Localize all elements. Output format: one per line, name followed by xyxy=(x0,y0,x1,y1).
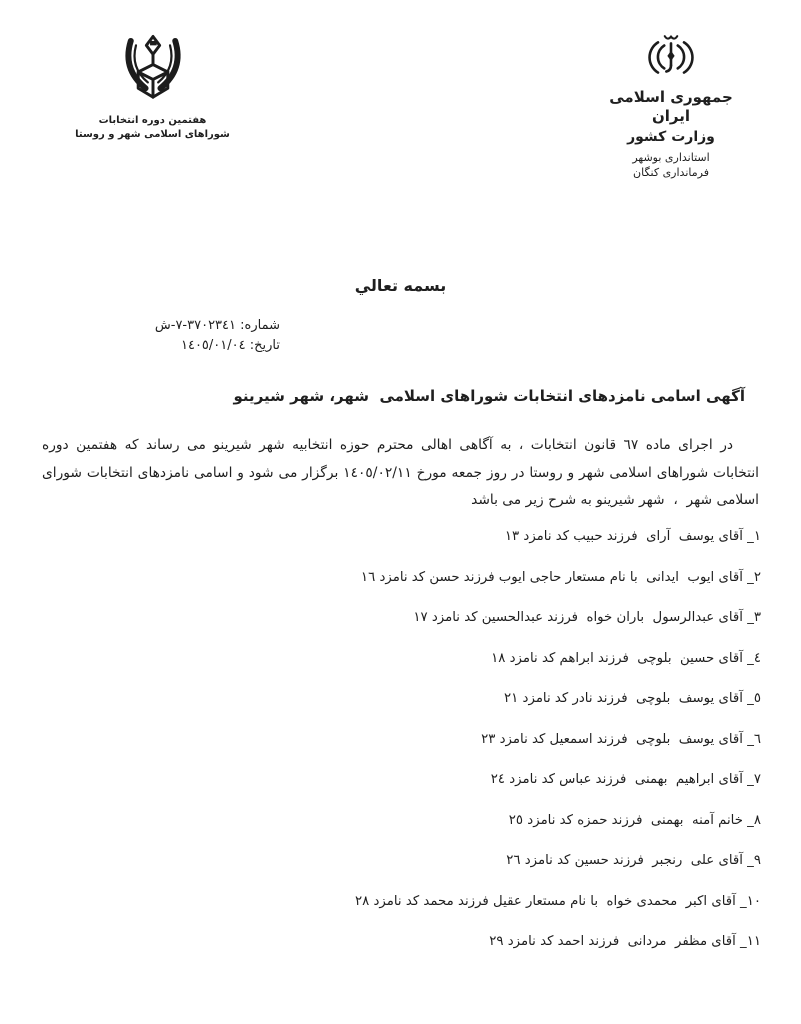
candidate-row: ٦_ آقای یوسف بلوچی فرزند اسمعیل کد نامزد ٢٣ xyxy=(481,731,761,747)
ballot-box-tulip-icon xyxy=(116,34,190,110)
candidate-row: ١٠_ آقای اکبر محمدی خواه با نام مستعار عقیل فرزند محمد کد نامزد ٢٨ xyxy=(354,893,761,909)
candidate-row: ٣_ آقای عبدالرسول باران خواه فرزند عبدالحسین کد نامزد ١٧ xyxy=(413,610,761,625)
ballot-flag xyxy=(150,41,157,45)
letterhead-right xyxy=(591,30,751,180)
letter-date: تاریخ: ١٤٠٥/٠١/٠٤ xyxy=(180,337,280,353)
emblem-sword-diamond xyxy=(667,51,674,61)
election-logo-block xyxy=(70,34,235,142)
candidate-row: ٥_ آقای یوسف بلوچی فرزند نادر کد نامزد ٢١ xyxy=(504,691,761,706)
body-line: اسلامی شهر ، شهر شیرینو به شرح زیر می باشد xyxy=(471,492,759,508)
election-logo-caption-line1: هفتمین دوره انتخابات xyxy=(98,115,207,126)
announcement-title: آگهی اسامی نامزدهای انتخابات شوراهای اسلامی شهر، شهر شیرینو xyxy=(233,387,745,405)
candidate-row: ٩_ آقای علی رنجبر فرزند حسین کد نامزد ٢٦ xyxy=(506,853,761,868)
candidate-row: ١_ آقای یوسف آرای فرزند حبیب کد نامزد ١٣ xyxy=(504,529,761,544)
letter-meta xyxy=(155,316,280,355)
candidates-list xyxy=(40,527,761,973)
letter-number: شماره: ٣٧٠٢٣٤١-٧-ش xyxy=(154,318,280,333)
announcement-body xyxy=(42,432,759,515)
candidate-row: ٤_ آقای حسین بلوچی فرزند ابراهم کد نامزد ١٨ xyxy=(491,650,761,666)
candidate-row: ٨_ خانم آمنه بهمنی فرزند حمزه کد نامزد ٢٥ xyxy=(508,812,761,828)
candidate-row: ٧_ آقای ابراهیم بهمنی فرزند عباس کد نامزد ٢٤ xyxy=(490,772,761,787)
candidate-row: ١١_ آقای مظفر مردانی فرزند احمد کد نامزد ٢٩ xyxy=(489,934,761,949)
letterhead-province: استانداری بوشهر xyxy=(632,151,710,164)
body-line: در اجرای ماده ٦٧ قانون انتخابات ، به آگاهی اهالی محترم حوزه انتخابیه شهر شیرینو می رساند که هفتمین دوره xyxy=(42,437,734,453)
besmeleh-heading: بسمه تعالي xyxy=(354,276,447,295)
letterhead-ministry: وزارت کشور xyxy=(627,128,715,145)
iran-national-emblem-icon xyxy=(645,30,697,86)
letterhead-country: جمهوری اسلامی ایران xyxy=(609,88,733,125)
letterhead-county: فرمانداری کنگان xyxy=(633,165,709,179)
candidate-row: ٢_ آقای ایوب ایدانی با نام مستعار حاجی ایوب فرزند حسن کد نامزد ١٦ xyxy=(360,569,761,585)
election-logo-caption-line2: شوراهای اسلامی شهر و روستا xyxy=(75,129,230,140)
body-line: انتخابات شوراهای اسلامی شهر و روستا در روز جمعه مورخ ١٤٠٥/٠٢/١١ برگزار می شود و اسامی نامزدهای انتخابات شورای xyxy=(42,464,759,481)
